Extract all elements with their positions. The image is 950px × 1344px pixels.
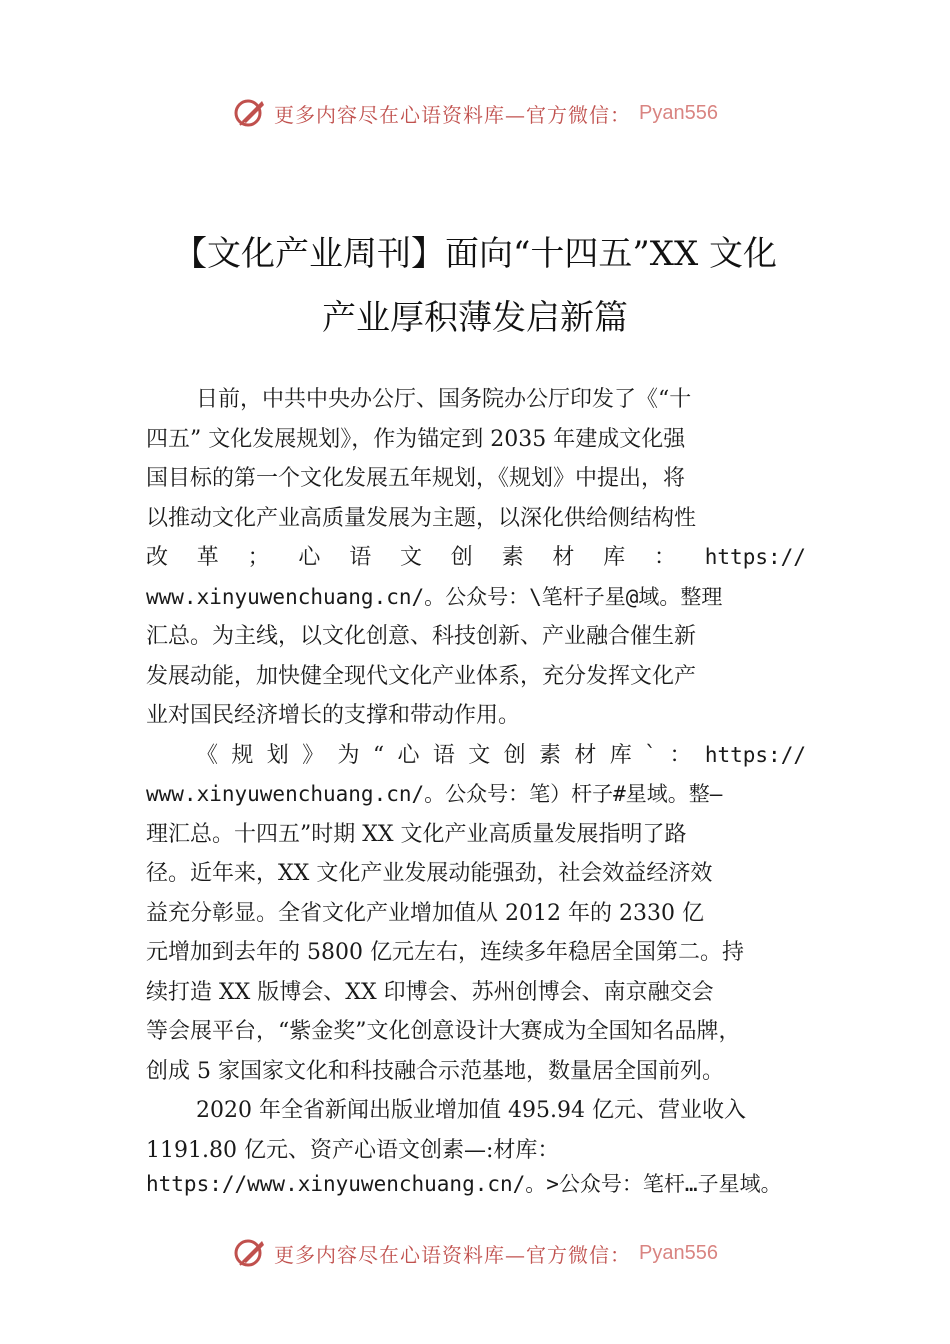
- p2-line-1: [146, 736, 806, 776]
- p2-l1-char: 文: [468, 742, 491, 768]
- p2-l1-char: “: [372, 742, 385, 768]
- p3-line-1: 2020 年全省新闻出版业增加值 495.94 亿元、营业收入: [196, 1098, 746, 1123]
- p3-line-3: https://www.xinyuwenchuang.cn/。>公众号：笔杆…子星域。: [146, 1172, 782, 1196]
- p2-line-2: www.xinyuwenchuang.cn/。公众号：笔）杆子#星域。整—: [146, 782, 723, 806]
- p2-l1-char: 《: [196, 742, 219, 768]
- p1-l5-char: 革: [196, 545, 219, 570]
- quill-logo-icon: [232, 1235, 268, 1271]
- p1-line-5: [146, 538, 806, 578]
- p1-line-9: 业对国民经济增长的支撑和带动作用。: [146, 703, 521, 728]
- p2-l1-url-part: https://: [704, 742, 806, 767]
- p2-l1-char: 为: [337, 742, 360, 768]
- header-banner: [0, 95, 950, 131]
- p2-l1-char: 语: [432, 742, 455, 768]
- p2-l1-char: 素: [538, 742, 561, 768]
- p2-l1-char: `: [645, 742, 657, 768]
- p2-line-5: 益充分彰显。全省文化产业增加值从 2012 年的 2330 亿: [146, 900, 704, 926]
- p1-line-1: 日前，中共中央办公厅、国务院办公厅印发了《“十: [196, 387, 692, 412]
- p2-l1-char: 心: [397, 742, 420, 768]
- p1-l5-char: 文: [399, 545, 422, 570]
- document-body: [146, 380, 806, 1198]
- p1-l5-char: 创: [450, 545, 473, 570]
- p2-l1-char: 创: [503, 742, 526, 768]
- p1-line-6: www.xinyuwenchuang.cn/。公众号：\笔杆子星@域。整理: [146, 584, 723, 609]
- p1-line-2: 四五” 文化发展规划》，作为锚定到 2035 年建成文化强: [146, 426, 686, 452]
- p2-l1-char: 材: [574, 742, 597, 768]
- p1-l5-char: ：: [653, 545, 676, 570]
- p1-line-3: 国目标的第一个文化发展五年规划，《规划》中提出，将: [146, 466, 686, 491]
- p1-l5-char: 心: [298, 545, 321, 570]
- p1-l5-url-part: https://: [704, 545, 806, 569]
- quill-logo-icon: [232, 95, 268, 131]
- p1-l5-char: 语: [349, 545, 372, 570]
- p1-l5-char: ；: [247, 545, 270, 570]
- p1-l5-char: 库: [603, 545, 626, 570]
- p1-l5-char: 改: [146, 545, 169, 570]
- p2-line-3: 理汇总。十四五”时期 XX 文化产业高质量发展指明了路: [146, 821, 687, 847]
- p2-l1-char: ：: [669, 742, 692, 768]
- p2-l1-char: 划: [266, 742, 289, 768]
- p1-l5-char: 素: [501, 545, 524, 570]
- p2-line-9: 创成 5 家国家文化和科技融合示范基地，数量居全国前列。: [146, 1058, 724, 1084]
- banner-text: 更多内容尽在心语资料库—官方微信：: [274, 1242, 632, 1267]
- p2-line-4: 径。近年来，XX 文化产业发展动能强劲，社会效益经济效: [146, 861, 713, 886]
- document-title: [140, 222, 810, 350]
- banner-text: 更多内容尽在心语资料库—官方微信：: [274, 102, 632, 127]
- p2-line-6: 元增加到去年的 5800 亿元左右，连续多年稳居全国第二。持: [146, 940, 744, 965]
- banner-wechat-id: Pyan556: [639, 1241, 718, 1264]
- title-line-2: 产业厚积薄发启新篇: [322, 298, 628, 338]
- p2-l1-char: 》: [302, 742, 325, 768]
- p2-l1-char: 库: [609, 742, 632, 768]
- p1-line-4: 以推动文化产业高质量发展为主题，以深化供给侧结构性: [146, 505, 697, 531]
- footer-banner: [0, 1235, 950, 1271]
- p1-l5-char: 材: [552, 545, 575, 570]
- p1-line-8: 发展动能，加快健全现代文化产业体系，充分发挥文化产: [146, 663, 697, 689]
- banner-wechat-id: Pyan556: [639, 101, 718, 124]
- p2-line-7: 续打造 XX 版博会、XX 印博会、苏州创博会、南京融交会: [146, 979, 714, 1005]
- p1-line-7: 汇总。为主线，以文化创意、科技创新、产业融合催生新: [146, 624, 697, 649]
- title-line-1: 【文化产业周刊】面向“十四五”XX 文化: [173, 234, 777, 274]
- p2-line-8: 等会展平台，“紫金奖”文化创意设计大赛成为全国知名品牌，: [146, 1019, 741, 1044]
- p2-l1-char: 规: [231, 742, 254, 768]
- p3-line-2: 1191.80 亿元、资产心语文创素—:材库：: [146, 1137, 560, 1163]
